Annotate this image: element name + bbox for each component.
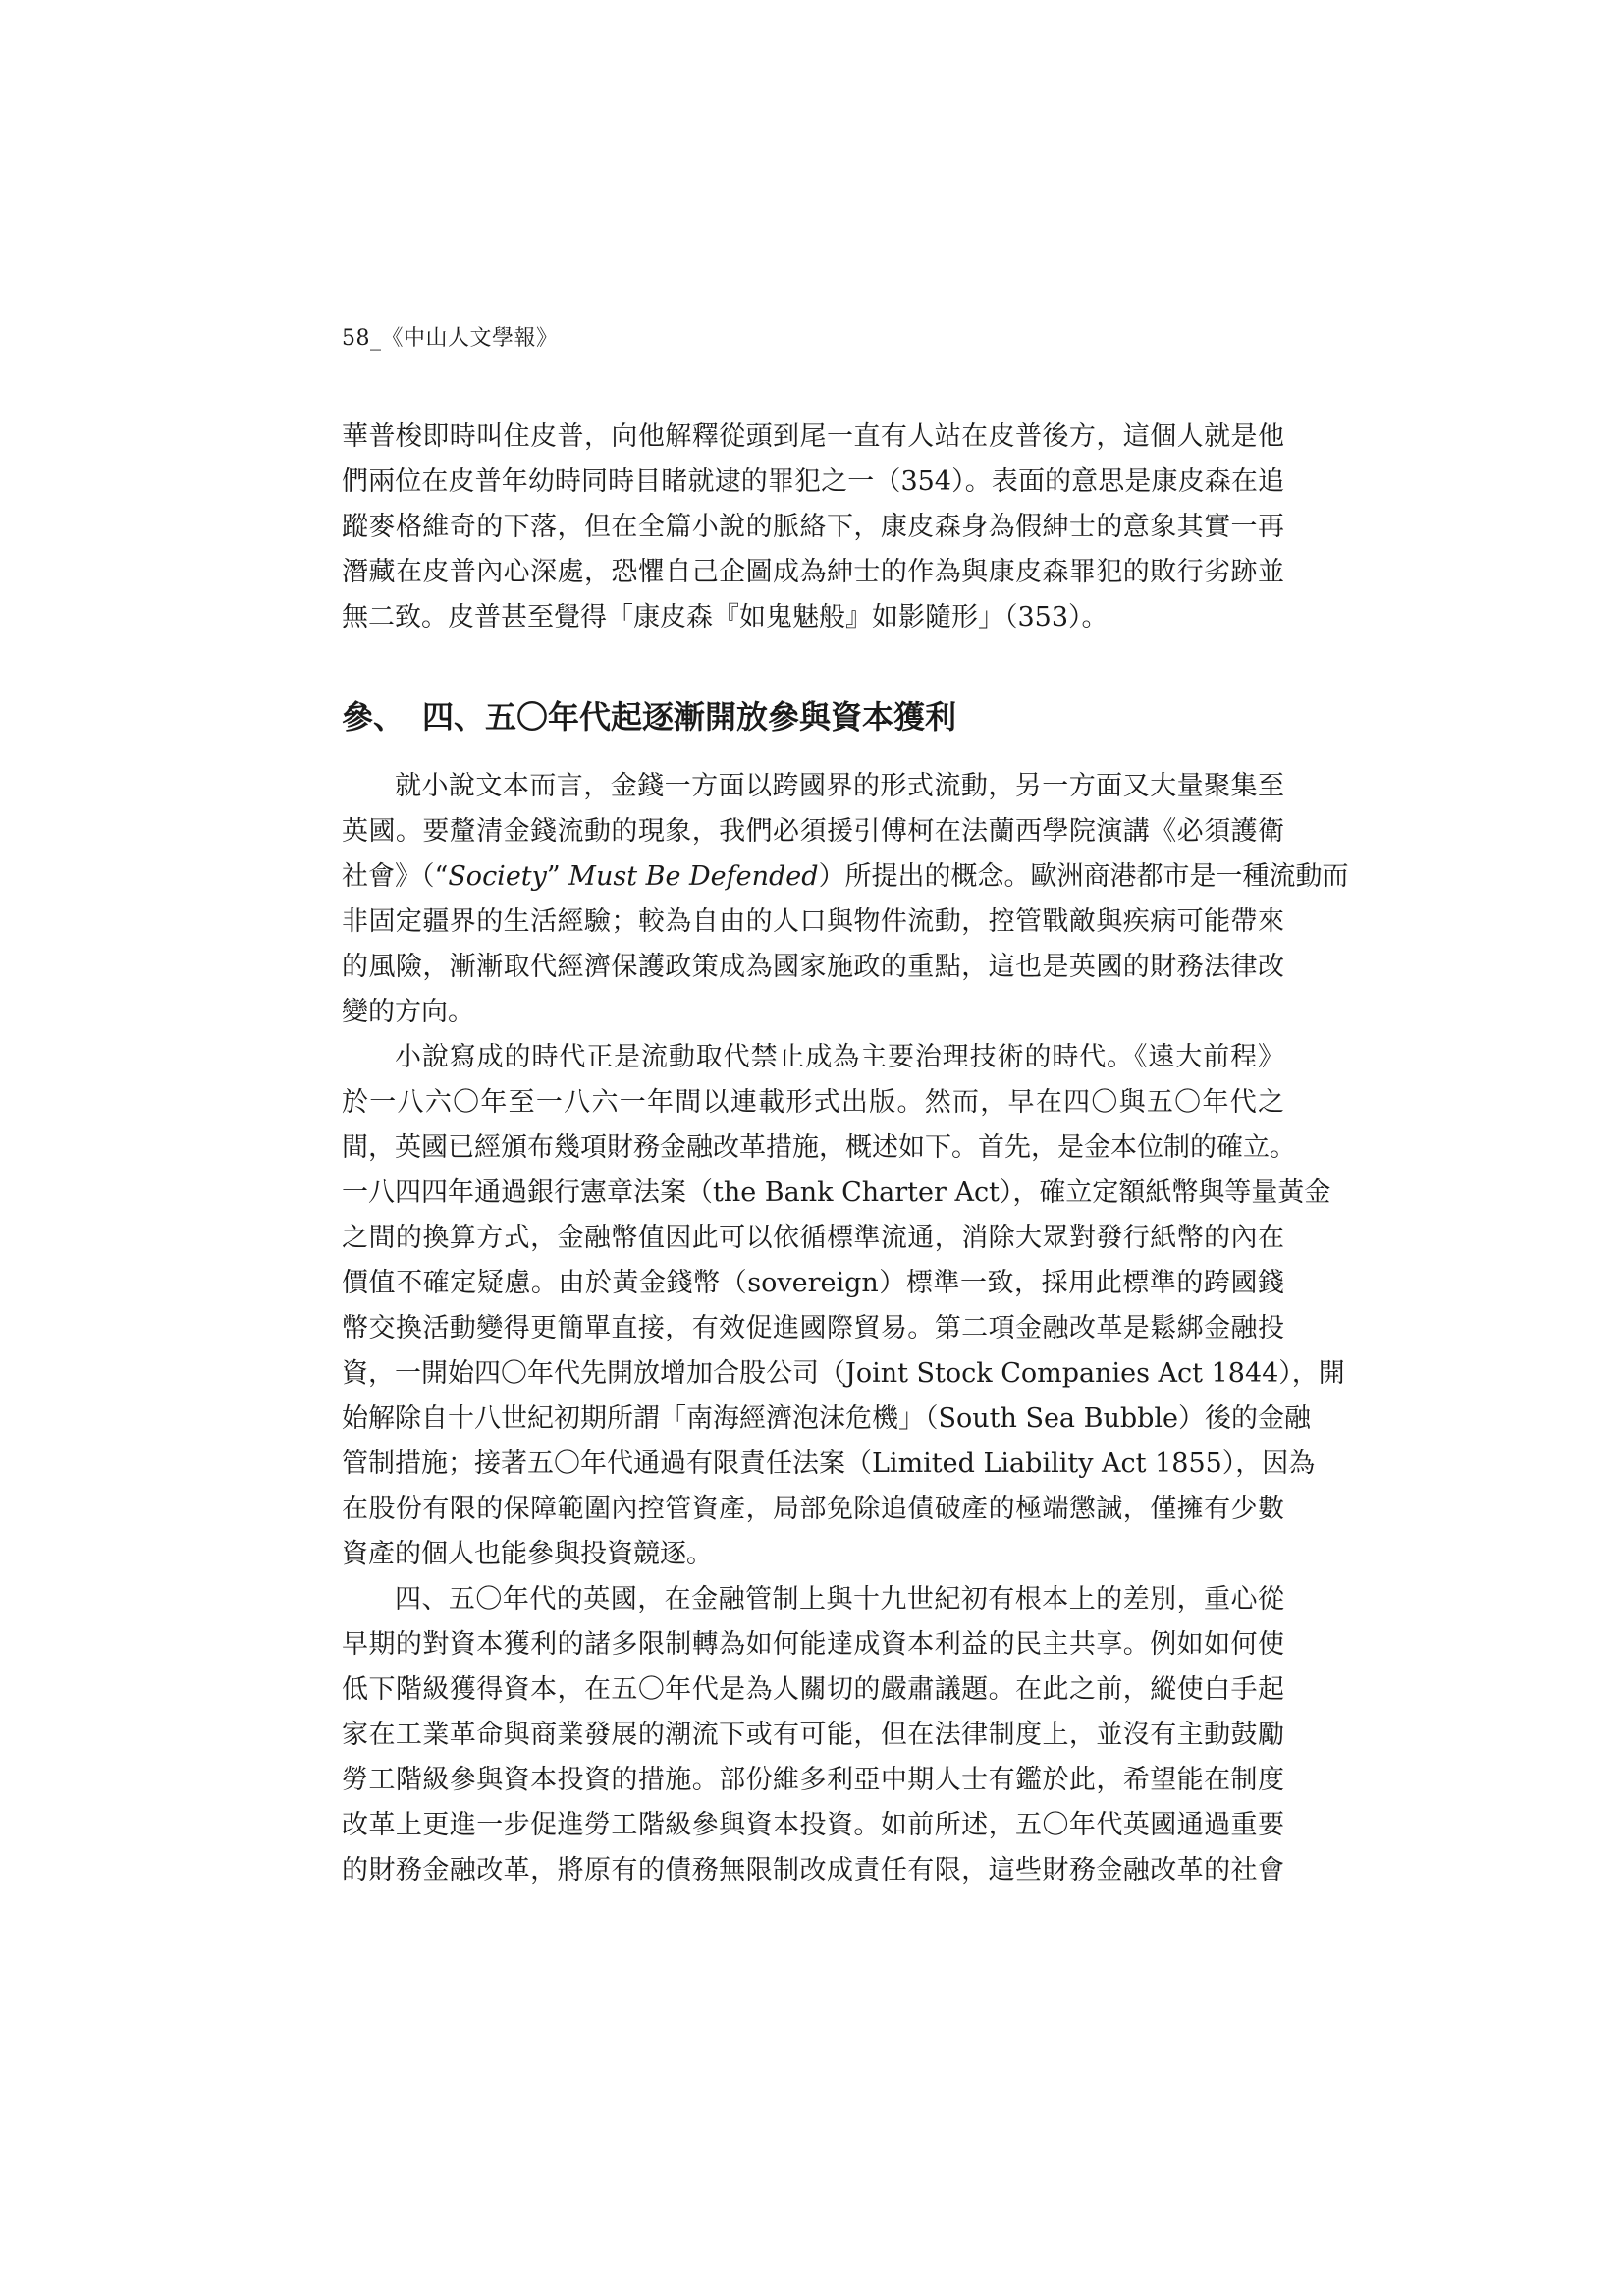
paragraph-line: 在股份有限的保障範圍內控管資產，局部免除追債破產的極端懲誡，僅擁有少數	[342, 1494, 1284, 1524]
paragraph-line: 就小說文本而言，金錢一方面以跨國界的形式流動，另一方面又大量聚集至	[395, 771, 1284, 801]
paragraph-line: 的財務金融改革，將原有的債務無限制改成責任有限，這些財務金融改革的社會	[342, 1855, 1284, 1886]
paragraph-line: 無二致。皮普甚至覺得「康皮森『如鬼魅般』如影隨形」（353）。	[342, 602, 1109, 632]
paragraph-line: 幣交換活動變得更簡單直接，有效促進國際貿易。第二項金融改革是鬆綁金融投	[342, 1313, 1284, 1343]
paragraph-line: 家在工業革命與商業發展的潮流下或有可能，但在法律制度上，並沒有主動鼓勵	[342, 1720, 1284, 1750]
section-title: 四、五〇年代起逐漸開放參與資本獲利	[422, 698, 957, 736]
paragraph-line: 英國。要釐清金錢流動的現象，我們必須援引傅柯在法蘭西學院演講《必須護衛	[342, 816, 1284, 847]
paragraph-line: 價值不確定疑慮。由於黃金錢幣（sovereign）標準一致，採用此標準的跨國錢	[342, 1268, 1284, 1298]
paragraph-line: 的風險，漸漸取代經濟保護政策成為國家施政的重點，這也是英國的財務法律改	[342, 952, 1284, 982]
paragraph-line: 於一八六〇年至一八六一年間以連載形式出版。然而，早在四〇與五〇年代之	[342, 1087, 1284, 1118]
paragraph-line: 間，英國已經頒布幾項財務金融改革措施，概述如下。首先，是金本位制的確立。	[342, 1132, 1296, 1163]
paragraph-line: 潛藏在皮普內心深處，恐懼自己企圖成為紳士的作為與康皮森罪犯的敗行劣跡並	[342, 557, 1284, 587]
section-number: 參、	[342, 698, 406, 736]
intro-paragraph	[342, 414, 1284, 640]
text-run: 社會》（“	[342, 861, 449, 892]
paragraph-line: 資，一開始四〇年代先開放增加合股公司（Joint Stock Companies Act 1844），開	[342, 1358, 1345, 1389]
paragraph-line: 早期的對資本獲利的諸多限制轉為如何能達成資本利益的民主共享。例如如何使	[342, 1629, 1284, 1660]
body-paragraph-2	[342, 1035, 1345, 1577]
paragraph-line: 小說寫成的時代正是流動取代禁止成為主要治理技術的時代。《遠大前程》	[395, 1042, 1284, 1072]
text-run: ”	[546, 861, 569, 892]
section-heading	[342, 695, 956, 738]
paragraph-line: 非固定疆界的生活經驗；較為自由的人口與物件流動，控管戰敵與疾病可能帶來	[342, 906, 1284, 937]
paragraph-line: 勞工階級參與資本投資的措施。部份維多利亞中期人士有鑑於此，希望能在制度	[342, 1765, 1284, 1795]
paragraph-line: 改革上更進一步促進勞工階級參與資本投資。如前所述，五〇年代英國通過重要	[342, 1810, 1284, 1840]
paragraph-line-citation	[342, 854, 1349, 900]
paragraph-line: 管制措施；接著五〇年代通過有限責任法案（Limited Liability Act 1855），因為	[342, 1449, 1316, 1479]
paragraph-line: 蹤麥格維奇的下落，但在全篇小說的脈絡下，康皮森身為假紳士的意象其實一再	[342, 512, 1284, 542]
running-head: 58_《中山人文學報》	[342, 326, 559, 351]
paragraph-line: 華普梭即時叫住皮普，向他解釋從頭到尾一直有人站在皮普後方，這個人就是他	[342, 421, 1284, 452]
paragraph-line: 之間的換算方式，金融幣值因此可以依循標準流通，消除大眾對發行紙幣的內在	[342, 1223, 1284, 1253]
italic-title: Must Be Defended	[568, 861, 819, 892]
paragraph-line: 低下階級獲得資本，在五〇年代是為人關切的嚴肅議題。在此之前，縱使白手起	[342, 1674, 1284, 1705]
paragraph-line: 四、五〇年代的英國，在金融管制上與十九世紀初有根本上的差別，重心從	[395, 1584, 1284, 1614]
text-run: ）所提出的概念。歐洲商港都市是一種流動而	[818, 861, 1349, 892]
italic-title: Society	[448, 861, 547, 892]
paragraph-line: 始解除自十八世紀初期所謂「南海經濟泡沫危機」（South Sea Bubble）後的金融	[342, 1403, 1312, 1434]
paragraph-line: 資產的個人也能參與投資競逐。	[342, 1539, 713, 1569]
paragraph-line: 們兩位在皮普年幼時同時目睹就逮的罪犯之一（354）。表面的意思是康皮森在追	[342, 466, 1284, 497]
body-paragraph-1	[342, 764, 1349, 1035]
paragraph-line: 變的方向。	[342, 997, 474, 1027]
paragraph-line: 一八四四年通過銀行憲章法案（the Bank Charter Act），確立定額紙幣與等量黃金	[342, 1177, 1331, 1208]
body-paragraph-3	[342, 1577, 1284, 1893]
